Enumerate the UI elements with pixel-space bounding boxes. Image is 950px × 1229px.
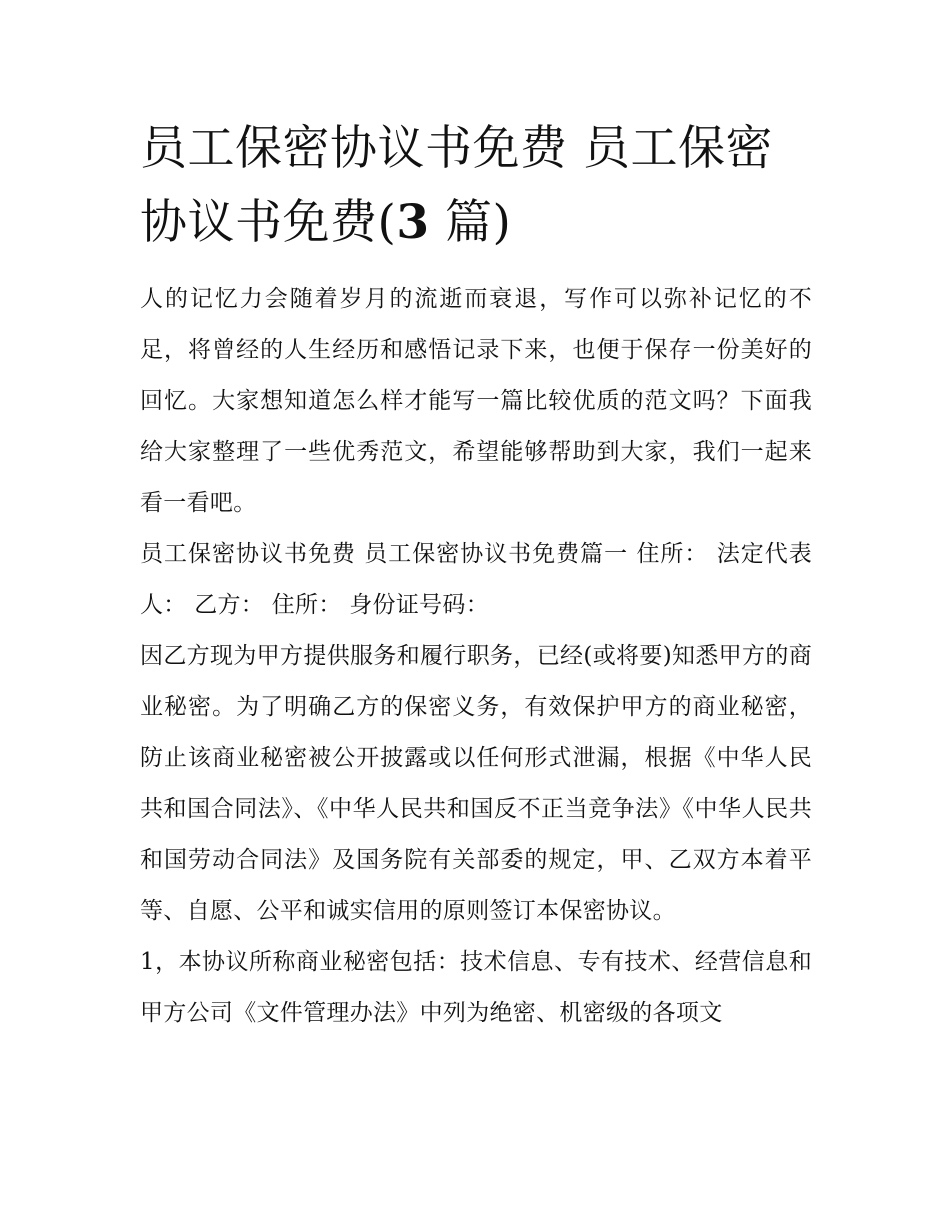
intro-paragraph: 人的记忆力会随着岁月的流逝而衰退，写作可以弥补记忆的不足，将曾经的人生经历和感悟记录下来，也便于保存一份美好的回忆。大家想知道怎么样才能写一篇比较优质的范文吗？下面我给大家整理了一些优秀范文，希望能够帮助到大家，我们一起来看一看吧。	[140, 286, 812, 516]
clause-1-paragraph: 1，本协议所称商业秘密包括：技术信息、专有技术、经营信息和甲方公司《文件管理办法》中列为绝密、机密级的各项文	[140, 949, 812, 1026]
agreement-preamble-paragraph: 因乙方现为甲方提供服务和履行职务，已经(或将要)知悉甲方的商业秘密。为了明确乙方的保密义务，有效保护甲方的商业秘密，防止该商业秘密被公开披露或以任何形式泄漏，根据《中华人民共和国合同法》、《中华人民共和国反不正当竞争法》《中华人民共和国劳动合同法》及国务院有关部委的规定，甲、乙双方本着平等、自愿、公平和诚实信用的原则签订本保密协议。	[140, 643, 812, 924]
title-text: 员工保密协议书免费 员工保密协议书免费(	[140, 121, 773, 250]
title-suffix: 篇)	[429, 195, 512, 250]
document-title	[140, 112, 812, 260]
party-info-paragraph: 员工保密协议书免费 员工保密协议书免费篇一 住所： 法定代表人： 乙方： 住所： 身份证号码：	[140, 541, 812, 618]
title-count: 3	[396, 195, 430, 250]
document-body	[140, 112, 812, 1039]
